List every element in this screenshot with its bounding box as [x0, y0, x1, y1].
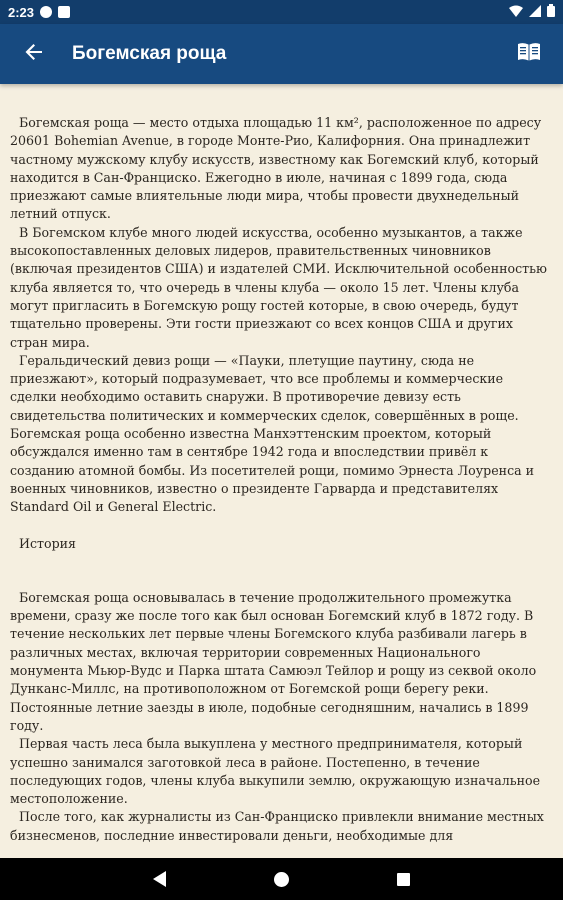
status-left — [8, 5, 70, 20]
article-paragraph: После того, как журналисты из Сан-Франциско привлекли внимание местных бизнесменов, последние инвестировали деньги, необходимые для — [10, 809, 544, 843]
nav-home-button[interactable] — [267, 864, 297, 894]
book-button[interactable] — [509, 34, 549, 74]
article-content — [0, 84, 563, 858]
nav-back-button[interactable] — [145, 864, 175, 894]
article-paragraph: Геральдический девиз рощи — «Пауки, плетущие паутину, сюда не приезжают», который подразумевает, что все проблемы и коммерческие сделки необходимо оставить снаружи. В противоречие девизу есть свидетельства политических и коммерческих сделок, совершённых в роще. Богемская роща особенно известна Манхэттенским проектом, который обсуждался именно там в сентябре 1942 года и впоследствии привёл к созданию атомной бомбы. Из посетителей рощи, помимо Эрнеста Лоуренса и военных чиновников, известно о президенте Гарварда и представителях Standard Oil и General Electric. — [10, 352, 535, 515]
nav-back-icon — [153, 871, 166, 887]
wifi-icon — [509, 5, 523, 20]
article-paragraph: В Богемском клубе много людей искусства, особенно музыкантов, а также высокопоставленных деловых лидеров, правительственных чиновников (включая президентов США) и издателей СМИ. Исключительной особенностью клуба является то, что очередь в члены клуба — около 15 лет. Члены клуба могут пригласить в Богемскую рощу гостей которые, в свою очередь, будут тщательно проверены. Эти гости приезжают со всех концов США и других стран мира. — [10, 224, 547, 350]
status-right — [509, 4, 555, 20]
article-paragraph: Богемская роща — место отдыха площадью 11 км², расположенное по адресу 20601 Bohemian Avenue, в городе Монте-Рио, Калифорния. Она принадлежит частному мужскому клубу искусств, известному как Богемский клуб, который находится в Сан-Франциско. Ежегодно в июле, начиная с 1899 года, сюда приезжают самые влиятельные люди мира, чтобы провести двухнедельный летний отпуск. — [10, 115, 542, 222]
nav-recents-icon — [397, 873, 410, 886]
nav-home-icon — [274, 872, 289, 887]
battery-icon — [547, 4, 555, 20]
book-icon — [517, 42, 541, 66]
status-time: 2:23 — [8, 4, 35, 20]
square-notification-icon — [58, 6, 70, 18]
section-title: История — [19, 535, 76, 551]
article-paragraph: Богемская роща основывалась в течение продолжительного промежутка времени, сразу же после того как был основан Богемский клуб в 1872 году. В течение нескольких лет первые члены Богемского клуба разбивали лагерь в различных местах, включая территории современных Национального монумента Мьюр-Вудс и Парка штата Самюэл Тейлор и рощу из секвой около Дунканс-Миллс, на противоположном от Богемской рощи берегу реки. Постоянные летние заезды в июле, подобные сегодняшним, начались в 1899 году. — [10, 589, 537, 733]
arrow-left-icon — [24, 42, 44, 66]
nav-recents-button[interactable] — [389, 864, 419, 894]
page-title: Богемская роща — [72, 43, 227, 64]
article-paragraph: Первая часть леса была выкуплена у местного предпринимателя, который успешно занимался заготовкой леса в районе. Постепенно, в течение последующих годов, члены клуба выкупили землю, окружающую изначальное местоположение. — [10, 736, 541, 807]
back-button[interactable] — [14, 34, 54, 74]
status-bar — [0, 0, 563, 24]
g-notification-icon — [40, 6, 52, 18]
app-bar — [0, 24, 563, 84]
signal-icon — [529, 5, 541, 20]
navigation-bar — [0, 858, 563, 900]
